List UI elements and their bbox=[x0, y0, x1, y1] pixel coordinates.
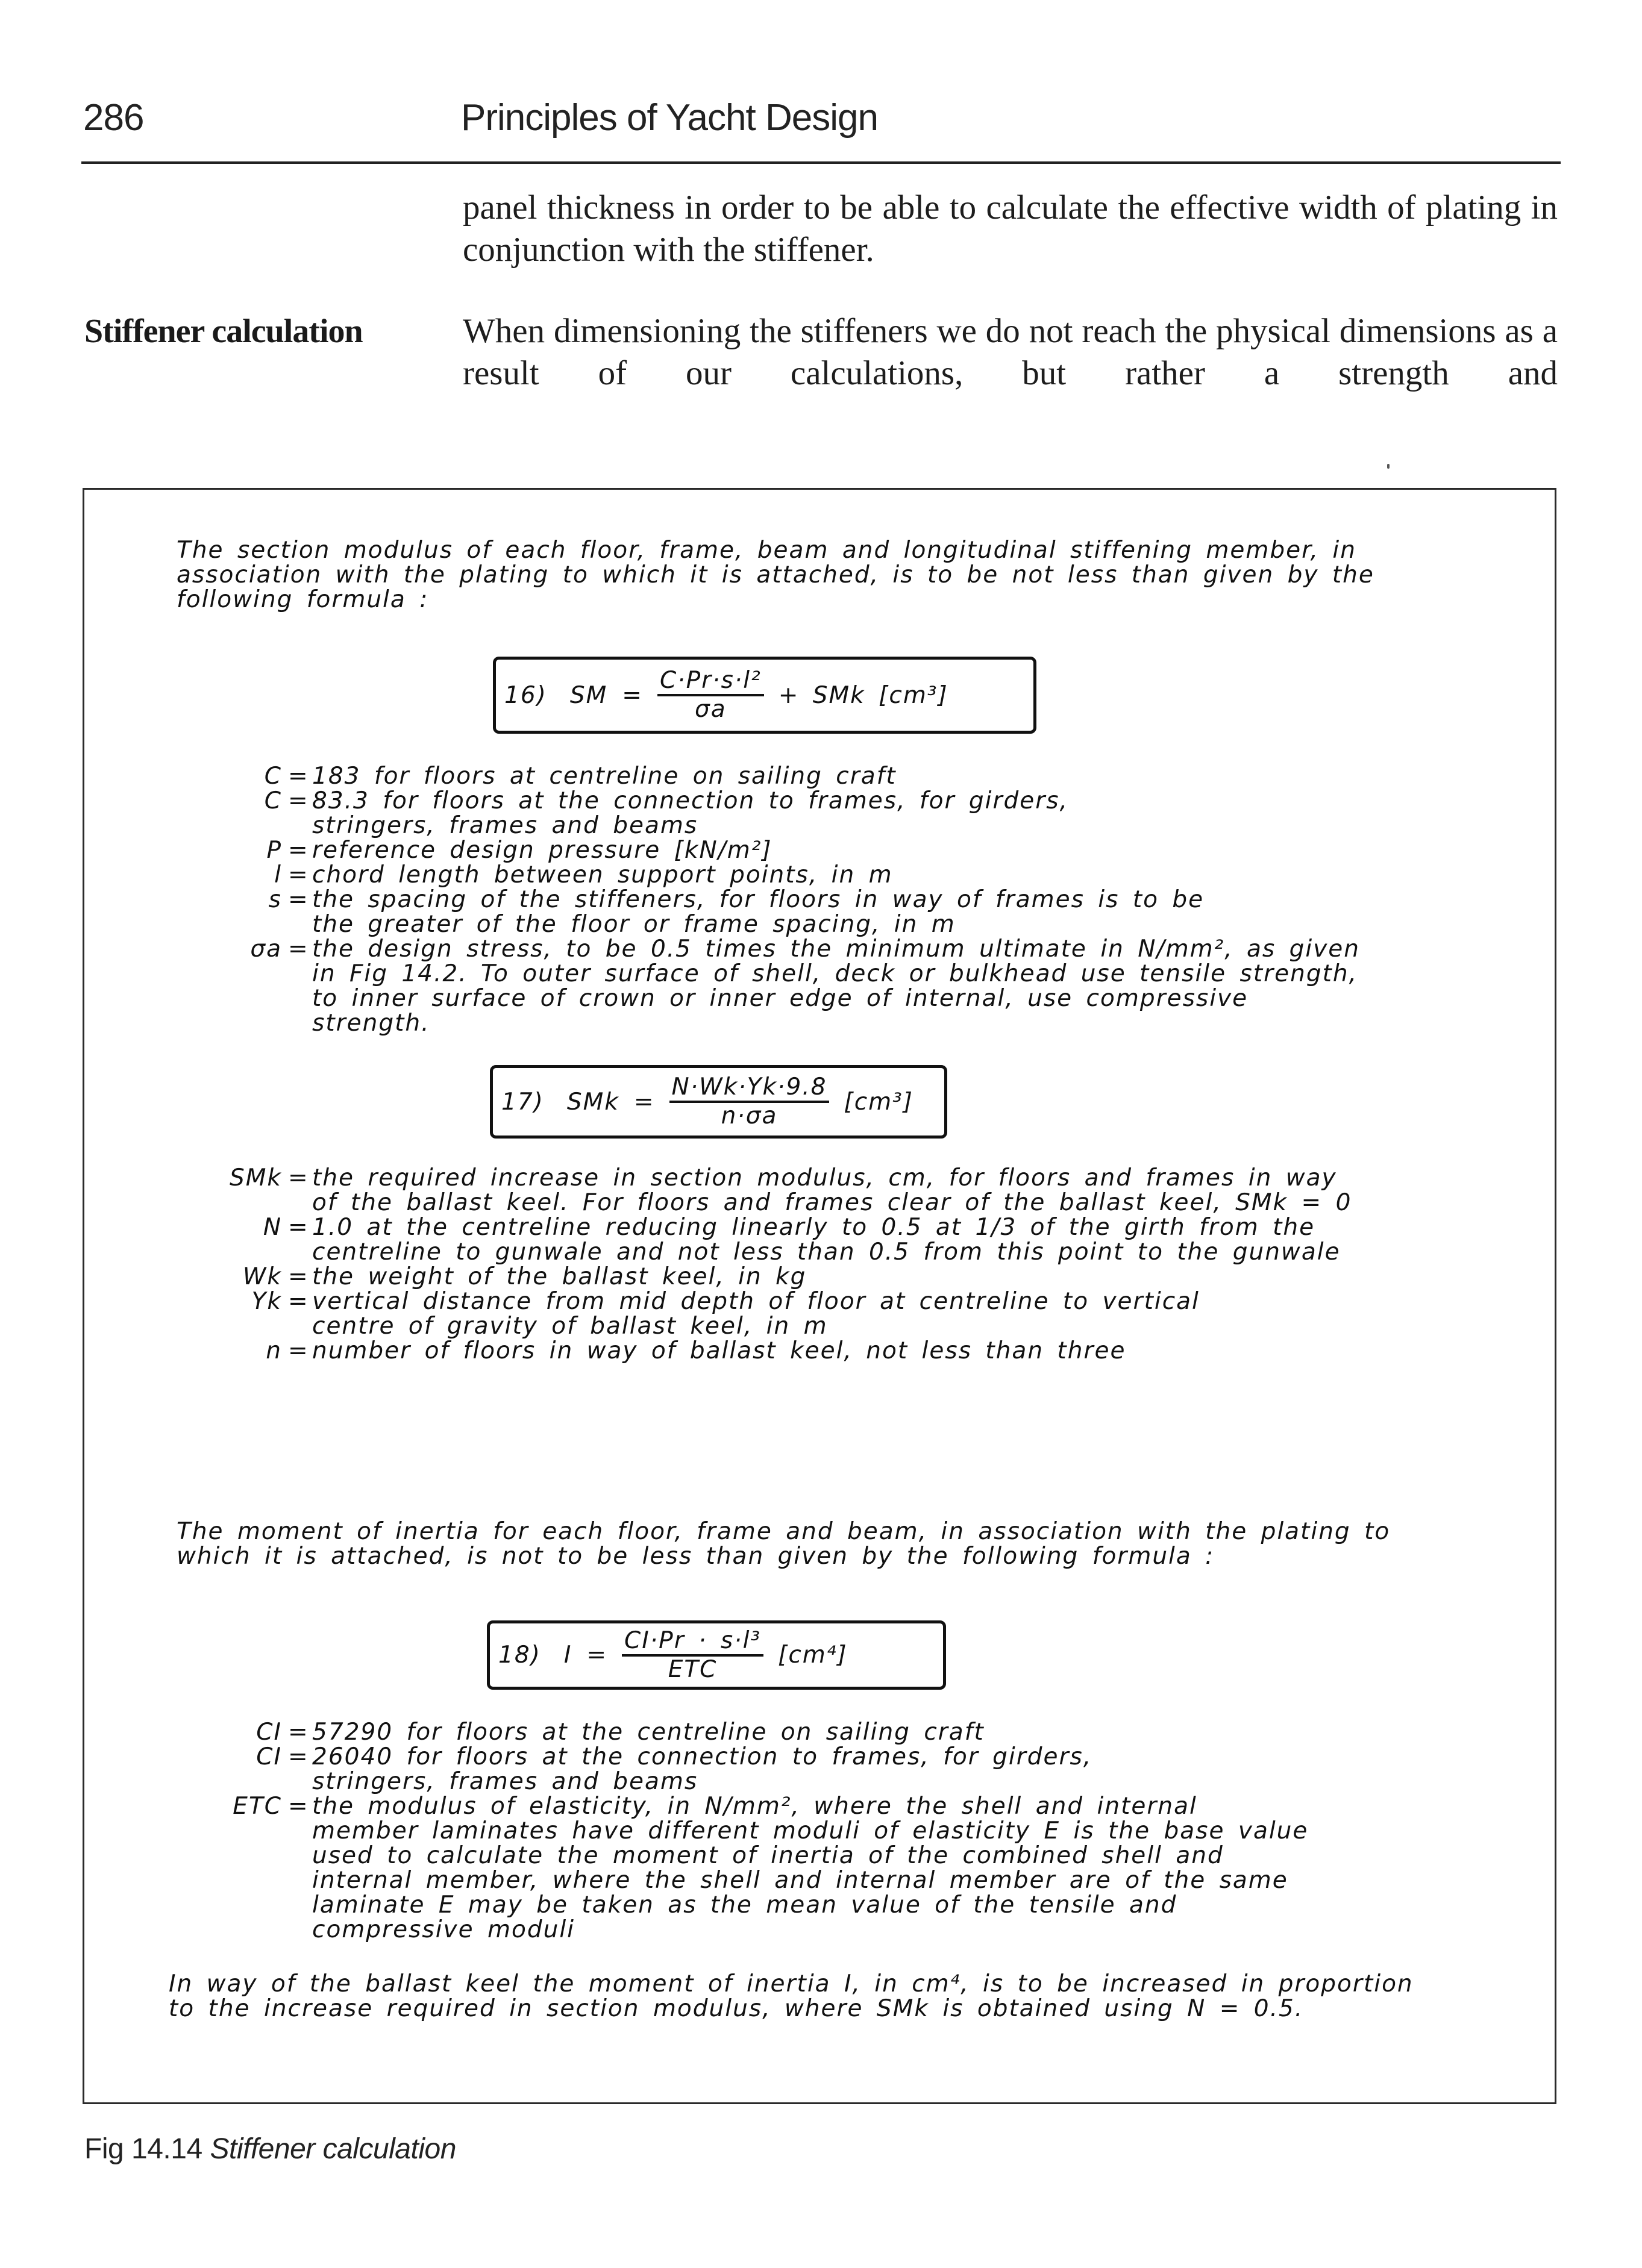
section-paragraph: When dimensioning the stiffeners we do not reach the physical dimensions as a result of our calculations, but rather a strength and bbox=[463, 312, 1558, 392]
equals-sign: = bbox=[288, 1743, 309, 1770]
fraction bbox=[669, 1075, 830, 1128]
fraction bbox=[657, 669, 764, 722]
section-heading: Stiffener calculation bbox=[84, 313, 363, 350]
intro-moment-of-inertia: The moment of inertia for each floor, frame and beam, in association with the plating to which it is attached, is not to be less than given by the following formula : bbox=[177, 1518, 1391, 1570]
definition-text: the weight of the ballast keel, in kg bbox=[312, 1263, 807, 1290]
definition-row bbox=[217, 1289, 1361, 1339]
definition-symbol: CI bbox=[256, 1743, 282, 1770]
definition-symbol: ETC bbox=[233, 1793, 282, 1820]
page-number: 286 bbox=[83, 97, 144, 139]
formula-16-box bbox=[493, 657, 1036, 734]
definition-row bbox=[217, 1794, 1361, 1942]
definitions-18 bbox=[217, 1720, 1361, 1942]
definition-row bbox=[217, 937, 1361, 1036]
formula-number: 16) bbox=[504, 681, 547, 709]
formula-lhs: SMk bbox=[566, 1088, 619, 1116]
formula-tail: + SMk [cm³] bbox=[778, 681, 948, 709]
definition-row bbox=[217, 1720, 1361, 1745]
equals-sign: = bbox=[288, 837, 309, 864]
equals-sign: = bbox=[288, 1337, 309, 1364]
formula-number: 18) bbox=[498, 1642, 541, 1669]
definition-text: the spacing of the stiffeners, for floors in way of frames is to be the greater of the floor or frame spacing, in m bbox=[312, 886, 1205, 938]
numerator: C·Pr·s·l² bbox=[657, 669, 764, 696]
definition-text: vertical distance from mid depth of floor at centreline to vertical centre of gravity of ballast keel, in m bbox=[312, 1288, 1200, 1340]
definition-row bbox=[217, 863, 1361, 887]
denominator: n·σa bbox=[721, 1102, 778, 1129]
formula-tail: [cm⁴] bbox=[778, 1642, 848, 1669]
definitions-16 bbox=[217, 764, 1361, 1036]
equals-sign: = bbox=[288, 1164, 309, 1192]
formula-tail: [cm³] bbox=[844, 1088, 913, 1116]
definition-symbol: C bbox=[264, 787, 282, 814]
intro-section-modulus: The section modulus of each floor, frame, beam and longitudinal stiffening member, in association with the plating to which it is attached, is to be not less than given by the following formula : bbox=[177, 537, 1374, 613]
formula-18-box bbox=[487, 1620, 946, 1690]
formula-17-box bbox=[490, 1065, 947, 1139]
definition-text: 57290 for floors at the centreline on sailing craft bbox=[312, 1719, 985, 1746]
equals-sign: = bbox=[288, 861, 309, 889]
definition-row bbox=[217, 887, 1361, 937]
definition-symbol: N bbox=[263, 1214, 282, 1241]
equals-sign: = bbox=[288, 1263, 309, 1290]
definition-text: number of floors in way of ballast keel, not less than three bbox=[312, 1337, 1126, 1364]
definition-text: 83.3 for floors at the connection to frames, for girders, stringers, frames and beams bbox=[312, 787, 1069, 839]
running-title: Principles of Yacht Design bbox=[461, 97, 878, 139]
definition-symbol: n bbox=[266, 1337, 282, 1364]
numerator: N·Wk·Yk·9.8 bbox=[669, 1075, 830, 1103]
equals-sign: = bbox=[288, 936, 309, 963]
caption-title: Stiffener calculation bbox=[210, 2133, 456, 2165]
equals-sign: = bbox=[288, 787, 309, 814]
definition-row bbox=[217, 1264, 1361, 1289]
equals-sign: = bbox=[622, 681, 643, 709]
continuation-paragraph: panel thickness in order to be able to calculate the effective width of plating in conjunction with the stiffener. bbox=[463, 189, 1558, 269]
equals-sign: = bbox=[586, 1642, 608, 1669]
formula-lhs: I bbox=[563, 1642, 572, 1669]
definition-symbol: P bbox=[266, 837, 282, 864]
definition-symbol: σa bbox=[250, 936, 282, 963]
definition-text: reference design pressure [kN/m²] bbox=[312, 837, 772, 864]
denominator: σa bbox=[695, 696, 727, 723]
scan-speck bbox=[1387, 464, 1390, 469]
definition-symbol: l bbox=[274, 861, 282, 889]
formula-number: 17) bbox=[501, 1088, 544, 1116]
definition-text: the modulus of elasticity, in N/mm², where the shell and internal member laminates have different moduli of elasticity E is the base value used to calculate the moment of inertia of the combined shell and internal member, where the shell and internal member are of the same laminate E may be taken as the mean value of the tensile and compressive moduli bbox=[312, 1793, 1309, 1943]
definition-text: 1.0 at the centreline reducing linearly to 0.5 at 1/3 of the girth from the centreline to gunwale and not less than 0.5 from this point to the gunwale bbox=[312, 1214, 1341, 1266]
definition-text: chord length between support points, in m bbox=[312, 861, 893, 889]
definition-symbol: CI bbox=[256, 1719, 282, 1746]
definition-symbol: s bbox=[268, 886, 282, 913]
definition-row bbox=[217, 764, 1361, 789]
definition-symbol: C bbox=[264, 763, 282, 790]
definition-text: the design stress, to be 0.5 times the minimum ultimate in N/mm², as given in Fig 14.2. To outer surface of shell, deck or bulkhead use tensile strength, to inner surface of crown or inner edge of internal, use compressive strength. bbox=[312, 936, 1360, 1037]
definition-row bbox=[217, 1745, 1361, 1794]
definition-symbol: Wk bbox=[242, 1263, 282, 1290]
definition-text: the required increase in section modulus, cm, for floors and frames in way of the ballast keel. For floors and frames clear of the ballast keel, SMk = 0 bbox=[312, 1164, 1352, 1216]
equals-sign: = bbox=[288, 1214, 309, 1241]
caption-label: Fig 14.14 bbox=[84, 2133, 202, 2165]
header-rule bbox=[81, 161, 1561, 164]
definition-row bbox=[217, 789, 1361, 838]
equals-sign: = bbox=[288, 1793, 309, 1820]
definition-symbol: SMk bbox=[230, 1164, 282, 1192]
equals-sign: = bbox=[288, 763, 309, 790]
equals-sign: = bbox=[288, 886, 309, 913]
definition-row bbox=[217, 1166, 1361, 1215]
fraction bbox=[622, 1626, 763, 1683]
definition-row bbox=[217, 838, 1361, 863]
equals-sign: = bbox=[288, 1288, 309, 1315]
figure-caption bbox=[84, 2132, 456, 2166]
definitions-17 bbox=[217, 1166, 1361, 1363]
definition-text: 183 for floors at centreline on sailing craft bbox=[312, 763, 897, 790]
definition-text: 26040 for floors at the connection to frames, for girders, stringers, frames and beams bbox=[312, 1743, 1092, 1795]
definition-row bbox=[217, 1339, 1361, 1363]
definition-symbol: Yk bbox=[251, 1288, 282, 1315]
closing-note: In way of the ballast keel the moment of inertia I, in cm⁴, is to be increased in proportion to the increase required in section modulus, where SMk is obtained using N = 0.5. bbox=[169, 1970, 1414, 2022]
formula-lhs: SM bbox=[569, 681, 608, 709]
definition-row bbox=[217, 1215, 1361, 1264]
equals-sign: = bbox=[288, 1719, 309, 1746]
equals-sign: = bbox=[633, 1088, 655, 1116]
denominator: ETC bbox=[668, 1655, 718, 1683]
numerator: CI·Pr · s·l³ bbox=[622, 1629, 763, 1657]
